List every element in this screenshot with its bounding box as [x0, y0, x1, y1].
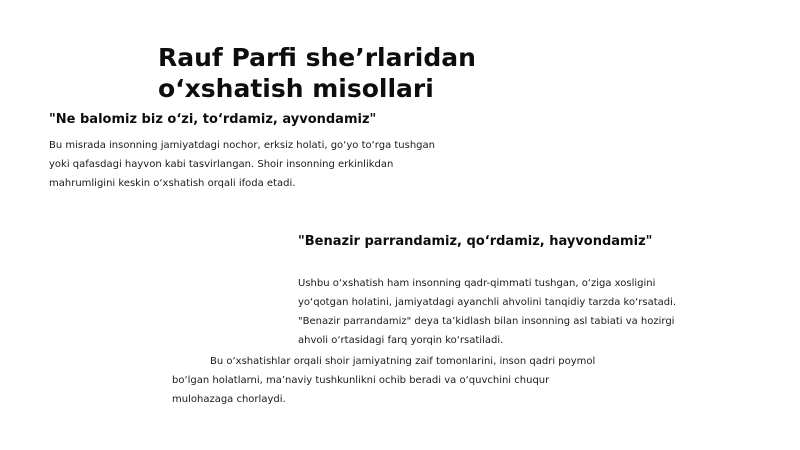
quote-explanation-1: Bu misrada insonning jamiyatdagi nochor, erksiz holati, go‘yo to‘rga tushgan yoki qafasdagi hayvon kabi tasvirlangan. Shoir insonning erkinlikdan mahrumligini keskin o‘xshatish orqali ifoda etadi. [49, 140, 435, 189]
quote-explanation-2: Ushbu o‘xshatish ham insonning qadr-qimmati tushgan, o‘ziga xosligini yo‘qotgan holatini, jamiyatdagi ayanchli ahvolini tanqidiy tarzda ko‘rsatadi. "Benazir parrandamiz" deya ta’kidlash bilan insonning asl tabiati va hozirgi ahvoli o‘rtasidagi farq yorqin ko‘rsatiladi. [298, 278, 677, 346]
slide-title: Rauf Parfi she’rlaridan o‘xshatish misollari [158, 43, 476, 103]
quote-heading-1: "Ne balomiz biz o‘zi, to‘rdamiz, ayvondamiz" [49, 112, 377, 127]
quote-heading-2: "Benazir parrandamiz, qo‘rdamiz, hayvondamiz" [298, 234, 653, 249]
conclusion-paragraph: Bu o‘xshatishlar orqali shoir jamiyatning zaif tomonlarini, inson qadri poymol bo‘lgan holatlarni, ma’naviy tushkunlikni ochib beradi va o‘quvchini chuqur mulohazaga chorlaydi. [172, 356, 596, 405]
